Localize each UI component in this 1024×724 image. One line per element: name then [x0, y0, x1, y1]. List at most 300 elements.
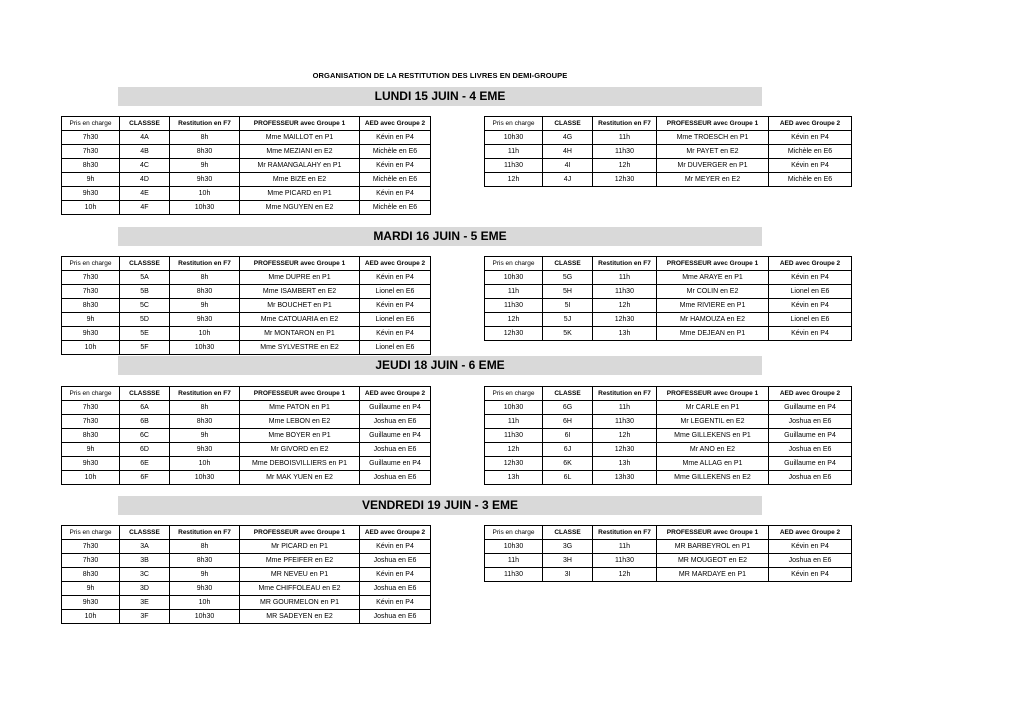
aed-cell: Kévin en P4 [360, 327, 431, 341]
aed-cell: Joshua en E6 [360, 443, 431, 457]
teacher-cell: Mme PICARD en P1 [240, 187, 360, 201]
time-taken-cell: 7h30 [62, 145, 120, 159]
time-taken-cell: 11h [485, 554, 543, 568]
column-header: AED avec Groupe 2 [360, 257, 431, 271]
time-taken-cell: 11h30 [485, 429, 543, 443]
time-taken-cell: 12h [485, 173, 543, 187]
table-row [62, 145, 431, 159]
time-taken-cell: 9h30 [62, 327, 120, 341]
return-time-cell: 9h30 [170, 443, 240, 457]
teacher-cell: Mme DEJEAN en P1 [657, 327, 769, 341]
class-cell: 5B [120, 285, 170, 299]
column-header: PROFESSEUR avec Groupe 1 [240, 526, 360, 540]
return-time-cell: 10h30 [170, 471, 240, 485]
time-taken-cell: 12h [485, 443, 543, 457]
class-cell: 4G [543, 131, 593, 145]
class-cell: 6E [120, 457, 170, 471]
teacher-cell: Mme ISAMBERT en E2 [240, 285, 360, 299]
return-time-cell: 12h30 [593, 313, 657, 327]
table-header-row [485, 117, 852, 131]
column-header: Pris en charge [62, 526, 120, 540]
schedule-table-tuesday-right [484, 256, 852, 341]
schedule-table-monday-left [61, 116, 431, 215]
table-header-row [62, 526, 431, 540]
return-time-cell: 11h [593, 540, 657, 554]
aed-cell: Guillaume en P4 [360, 457, 431, 471]
aed-cell: Kévin en P4 [360, 540, 431, 554]
table-row [62, 327, 431, 341]
class-cell: 6C [120, 429, 170, 443]
time-taken-cell: 7h30 [62, 554, 120, 568]
teacher-cell: Mr BOUCHET en P1 [240, 299, 360, 313]
aed-cell: Lionel en E6 [360, 313, 431, 327]
table-row [62, 299, 431, 313]
teacher-cell: Mr MEYER en E2 [657, 173, 769, 187]
class-cell: 4C [120, 159, 170, 173]
teacher-cell: Mme MEZIANI en E2 [240, 145, 360, 159]
aed-cell: Kévin en P4 [769, 299, 852, 313]
table-header-row [485, 257, 852, 271]
class-cell: 6H [543, 415, 593, 429]
teacher-cell: Mme DEBOISVILLIERS en P1 [240, 457, 360, 471]
table-row [62, 285, 431, 299]
return-time-cell: 8h [170, 271, 240, 285]
table-row [485, 457, 852, 471]
column-header: CLASSE [543, 257, 593, 271]
column-header: Pris en charge [485, 526, 543, 540]
teacher-cell: Mr PICARD en P1 [240, 540, 360, 554]
time-taken-cell: 9h30 [62, 457, 120, 471]
class-cell: 5J [543, 313, 593, 327]
time-taken-cell: 11h30 [485, 299, 543, 313]
teacher-cell: Mr CARLE en P1 [657, 401, 769, 415]
return-time-cell: 9h [170, 299, 240, 313]
schedule-table-thursday-right [484, 386, 852, 485]
return-time-cell: 9h [170, 429, 240, 443]
teacher-cell: Mme TROESCH en P1 [657, 131, 769, 145]
aed-cell: Joshua en E6 [360, 554, 431, 568]
aed-cell: Kévin en P4 [360, 271, 431, 285]
teacher-cell: Mme NGUYEN en E2 [240, 201, 360, 215]
teacher-cell: Mme MAILLOT en P1 [240, 131, 360, 145]
class-cell: 4D [120, 173, 170, 187]
aed-cell: Guillaume en P4 [360, 429, 431, 443]
class-cell: 5G [543, 271, 593, 285]
aed-cell: Joshua en E6 [769, 471, 852, 485]
column-header: Restitution en F7 [593, 257, 657, 271]
return-time-cell: 8h30 [170, 554, 240, 568]
return-time-cell: 10h30 [170, 610, 240, 624]
aed-cell: Michèle en E6 [360, 145, 431, 159]
column-header: AED avec Groupe 2 [360, 117, 431, 131]
table-row [62, 610, 431, 624]
return-time-cell: 10h [170, 327, 240, 341]
table-row [62, 159, 431, 173]
class-cell: 3G [543, 540, 593, 554]
class-cell: 3C [120, 568, 170, 582]
time-taken-cell: 11h [485, 285, 543, 299]
time-taken-cell: 9h30 [62, 187, 120, 201]
column-header: CLASSSE [120, 117, 170, 131]
class-cell: 3A [120, 540, 170, 554]
table-row [485, 568, 852, 582]
column-header: AED avec Groupe 2 [769, 117, 852, 131]
document-title: ORGANISATION DE LA RESTITUTION DES LIVRES EN DEMI-GROUPE [312, 71, 568, 80]
teacher-cell: Mr MAK YUEN en E2 [240, 471, 360, 485]
column-header: AED avec Groupe 2 [769, 257, 852, 271]
aed-cell: Michèle en E6 [769, 145, 852, 159]
return-time-cell: 8h30 [170, 415, 240, 429]
class-cell: 4I [543, 159, 593, 173]
return-time-cell: 9h30 [170, 313, 240, 327]
aed-cell: Kévin en P4 [360, 131, 431, 145]
class-cell: 3F [120, 610, 170, 624]
time-taken-cell: 10h30 [485, 401, 543, 415]
return-time-cell: 11h30 [593, 145, 657, 159]
class-cell: 4F [120, 201, 170, 215]
time-taken-cell: 13h [485, 471, 543, 485]
time-taken-cell: 7h30 [62, 271, 120, 285]
teacher-cell: Mme GILLEKENS en P1 [657, 429, 769, 443]
aed-cell: Michèle en E6 [769, 173, 852, 187]
return-time-cell: 9h [170, 568, 240, 582]
column-header: Restitution en F7 [593, 526, 657, 540]
teacher-cell: MR MOUGEOT en E2 [657, 554, 769, 568]
return-time-cell: 11h30 [593, 554, 657, 568]
return-time-cell: 13h [593, 457, 657, 471]
aed-cell: Joshua en E6 [360, 610, 431, 624]
class-cell: 6D [120, 443, 170, 457]
return-time-cell: 12h30 [593, 443, 657, 457]
column-header: Pris en charge [485, 117, 543, 131]
column-header: Restitution en F7 [170, 387, 240, 401]
return-time-cell: 10h [170, 457, 240, 471]
table-row [62, 201, 431, 215]
time-taken-cell: 8h30 [62, 429, 120, 443]
return-time-cell: 9h30 [170, 173, 240, 187]
time-taken-cell: 10h [62, 471, 120, 485]
table-row [485, 285, 852, 299]
table-row [485, 471, 852, 485]
column-header: PROFESSEUR avec Groupe 1 [657, 387, 769, 401]
teacher-cell: Mme SYLVESTRE en E2 [240, 341, 360, 355]
return-time-cell: 10h [170, 187, 240, 201]
table-row [485, 415, 852, 429]
teacher-cell: Mme ARAYE en P1 [657, 271, 769, 285]
aed-cell: Guillaume en P4 [360, 401, 431, 415]
table-row [485, 159, 852, 173]
class-cell: 6K [543, 457, 593, 471]
table-row [485, 173, 852, 187]
teacher-cell: Mr LEGENTIL en E2 [657, 415, 769, 429]
class-cell: 5A [120, 271, 170, 285]
table-row [62, 341, 431, 355]
aed-cell: Kévin en P4 [360, 299, 431, 313]
time-taken-cell: 11h [485, 145, 543, 159]
schedule-table-friday-right [484, 525, 852, 582]
teacher-cell: MR GOURMELON en P1 [240, 596, 360, 610]
teacher-cell: Mr GIVORD en E2 [240, 443, 360, 457]
class-cell: 6A [120, 401, 170, 415]
teacher-cell: Mme ALLAG en P1 [657, 457, 769, 471]
schedule-table-monday-right [484, 116, 852, 187]
table-row [485, 401, 852, 415]
column-header: AED avec Groupe 2 [769, 387, 852, 401]
return-time-cell: 8h30 [170, 285, 240, 299]
class-cell: 6I [543, 429, 593, 443]
column-header: CLASSSE [120, 526, 170, 540]
aed-cell: Joshua en E6 [360, 471, 431, 485]
table-row [62, 271, 431, 285]
aed-cell: Guillaume en P4 [769, 401, 852, 415]
time-taken-cell: 10h30 [485, 131, 543, 145]
teacher-cell: Mr PAYET en E2 [657, 145, 769, 159]
column-header: AED avec Groupe 2 [769, 526, 852, 540]
class-cell: 4E [120, 187, 170, 201]
time-taken-cell: 7h30 [62, 401, 120, 415]
teacher-cell: Mme DUPRE en P1 [240, 271, 360, 285]
return-time-cell: 8h30 [170, 145, 240, 159]
aed-cell: Lionel en E6 [769, 285, 852, 299]
aed-cell: Michèle en E6 [360, 201, 431, 215]
aed-cell: Lionel en E6 [360, 341, 431, 355]
table-row [62, 415, 431, 429]
column-header: AED avec Groupe 2 [360, 526, 431, 540]
table-row [62, 173, 431, 187]
class-cell: 6J [543, 443, 593, 457]
return-time-cell: 12h [593, 299, 657, 313]
class-cell: 4H [543, 145, 593, 159]
class-cell: 6B [120, 415, 170, 429]
time-taken-cell: 9h [62, 582, 120, 596]
return-time-cell: 10h30 [170, 201, 240, 215]
aed-cell: Joshua en E6 [360, 582, 431, 596]
column-header: Pris en charge [62, 257, 120, 271]
return-time-cell: 8h [170, 401, 240, 415]
table-row [485, 271, 852, 285]
column-header: CLASSE [543, 387, 593, 401]
time-taken-cell: 11h [485, 415, 543, 429]
table-header-row [62, 387, 431, 401]
teacher-cell: Mr HAMOUZA en E2 [657, 313, 769, 327]
class-cell: 3D [120, 582, 170, 596]
aed-cell: Lionel en E6 [769, 313, 852, 327]
return-time-cell: 12h [593, 568, 657, 582]
column-header: PROFESSEUR avec Groupe 1 [657, 257, 769, 271]
table-row [62, 471, 431, 485]
column-header: PROFESSEUR avec Groupe 1 [240, 257, 360, 271]
column-header: PROFESSEUR avec Groupe 1 [240, 117, 360, 131]
aed-cell: Kévin en P4 [769, 540, 852, 554]
teacher-cell: Mme LEBON en E2 [240, 415, 360, 429]
aed-cell: Kévin en P4 [769, 271, 852, 285]
class-cell: 5E [120, 327, 170, 341]
aed-cell: Joshua en E6 [769, 554, 852, 568]
column-header: PROFESSEUR avec Groupe 1 [240, 387, 360, 401]
aed-cell: Kévin en P4 [360, 568, 431, 582]
time-taken-cell: 8h30 [62, 159, 120, 173]
teacher-cell: Mme PFEIFER en E2 [240, 554, 360, 568]
table-row [62, 187, 431, 201]
aed-cell: Guillaume en P4 [769, 429, 852, 443]
class-cell: 5D [120, 313, 170, 327]
teacher-cell: Mme BIZE en E2 [240, 173, 360, 187]
table-row [62, 596, 431, 610]
time-taken-cell: 12h30 [485, 327, 543, 341]
return-time-cell: 12h30 [593, 173, 657, 187]
return-time-cell: 12h [593, 429, 657, 443]
table-row [62, 131, 431, 145]
class-cell: 5I [543, 299, 593, 313]
teacher-cell: Mme RIVIERE en P1 [657, 299, 769, 313]
time-taken-cell: 10h30 [485, 271, 543, 285]
day-header-tuesday: MARDI 16 JUIN - 5 EME [118, 227, 762, 246]
return-time-cell: 8h [170, 540, 240, 554]
class-cell: 5F [120, 341, 170, 355]
column-header: PROFESSEUR avec Groupe 1 [657, 526, 769, 540]
table-row [485, 554, 852, 568]
teacher-cell: Mme CATOUARIA en E2 [240, 313, 360, 327]
aed-cell: Guillaume en P4 [769, 457, 852, 471]
return-time-cell: 13h30 [593, 471, 657, 485]
class-cell: 5H [543, 285, 593, 299]
time-taken-cell: 10h [62, 610, 120, 624]
teacher-cell: MR MARDAYE en P1 [657, 568, 769, 582]
aed-cell: Michèle en E6 [360, 173, 431, 187]
time-taken-cell: 11h30 [485, 568, 543, 582]
table-row [62, 540, 431, 554]
return-time-cell: 11h [593, 131, 657, 145]
class-cell: 5C [120, 299, 170, 313]
column-header: CLASSSE [120, 387, 170, 401]
time-taken-cell: 11h30 [485, 159, 543, 173]
column-header: AED avec Groupe 2 [360, 387, 431, 401]
aed-cell: Joshua en E6 [769, 443, 852, 457]
aed-cell: Kévin en P4 [360, 596, 431, 610]
time-taken-cell: 9h30 [62, 596, 120, 610]
table-header-row [485, 526, 852, 540]
table-row [62, 443, 431, 457]
time-taken-cell: 8h30 [62, 299, 120, 313]
aed-cell: Joshua en E6 [769, 415, 852, 429]
table-row [62, 554, 431, 568]
schedule-table-friday-left [61, 525, 431, 624]
table-header-row [485, 387, 852, 401]
class-cell: 4B [120, 145, 170, 159]
teacher-cell: Mr RAMANGALAHY en P1 [240, 159, 360, 173]
schedule-table-thursday-left [61, 386, 431, 485]
table-row [62, 429, 431, 443]
class-cell: 6F [120, 471, 170, 485]
table-row [485, 429, 852, 443]
column-header: Pris en charge [485, 387, 543, 401]
table-row [485, 443, 852, 457]
day-header-monday: LUNDI 15 JUIN - 4 EME [118, 87, 762, 106]
aed-cell: Kévin en P4 [360, 187, 431, 201]
class-cell: 3I [543, 568, 593, 582]
aed-cell: Lionel en E6 [360, 285, 431, 299]
table-header-row [62, 257, 431, 271]
aed-cell: Joshua en E6 [360, 415, 431, 429]
column-header: PROFESSEUR avec Groupe 1 [657, 117, 769, 131]
teacher-cell: Mr ANO en E2 [657, 443, 769, 457]
class-cell: 4J [543, 173, 593, 187]
return-time-cell: 11h30 [593, 415, 657, 429]
teacher-cell: MR BARBEYROL en P1 [657, 540, 769, 554]
teacher-cell: Mme PATON en P1 [240, 401, 360, 415]
teacher-cell: Mr COLIN en E2 [657, 285, 769, 299]
time-taken-cell: 12h30 [485, 457, 543, 471]
time-taken-cell: 7h30 [62, 131, 120, 145]
day-header-friday: VENDREDI 19 JUIN - 3 EME [118, 496, 762, 515]
return-time-cell: 13h [593, 327, 657, 341]
return-time-cell: 9h30 [170, 582, 240, 596]
day-header-thursday: JEUDI 18 JUIN - 6 EME [118, 356, 762, 375]
column-header: Pris en charge [485, 257, 543, 271]
column-header: Restitution en F7 [593, 387, 657, 401]
aed-cell: Kévin en P4 [769, 568, 852, 582]
table-row [485, 299, 852, 313]
teacher-cell: Mme GILLEKENS en E2 [657, 471, 769, 485]
aed-cell: Kévin en P4 [769, 159, 852, 173]
column-header: Pris en charge [62, 117, 120, 131]
time-taken-cell: 9h [62, 313, 120, 327]
time-taken-cell: 7h30 [62, 285, 120, 299]
teacher-cell: MR SADEYEN en E2 [240, 610, 360, 624]
column-header: CLASSE [543, 526, 593, 540]
column-header: Pris en charge [62, 387, 120, 401]
column-header: Restitution en F7 [170, 526, 240, 540]
teacher-cell: Mme CHIFFOLEAU en E2 [240, 582, 360, 596]
schedule-table-tuesday-left [61, 256, 431, 355]
column-header: CLASSE [543, 117, 593, 131]
table-row [485, 131, 852, 145]
class-cell: 6L [543, 471, 593, 485]
teacher-cell: Mr MONTARON en P1 [240, 327, 360, 341]
table-row [62, 313, 431, 327]
table-row [485, 327, 852, 341]
column-header: Restitution en F7 [170, 257, 240, 271]
time-taken-cell: 7h30 [62, 540, 120, 554]
column-header: Restitution en F7 [593, 117, 657, 131]
teacher-cell: Mme BOYER en P1 [240, 429, 360, 443]
aed-cell: Kévin en P4 [360, 159, 431, 173]
return-time-cell: 10h [170, 596, 240, 610]
class-cell: 3B [120, 554, 170, 568]
return-time-cell: 11h30 [593, 285, 657, 299]
return-time-cell: 11h [593, 271, 657, 285]
time-taken-cell: 7h30 [62, 415, 120, 429]
column-header: Restitution en F7 [170, 117, 240, 131]
class-cell: 5K [543, 327, 593, 341]
time-taken-cell: 9h [62, 443, 120, 457]
teacher-cell: Mr DUVERGER en P1 [657, 159, 769, 173]
aed-cell: Kévin en P4 [769, 327, 852, 341]
table-row [62, 582, 431, 596]
class-cell: 6G [543, 401, 593, 415]
teacher-cell: MR NEVEU en P1 [240, 568, 360, 582]
table-row [485, 145, 852, 159]
time-taken-cell: 10h [62, 341, 120, 355]
class-cell: 4A [120, 131, 170, 145]
table-row [485, 313, 852, 327]
time-taken-cell: 8h30 [62, 568, 120, 582]
return-time-cell: 10h30 [170, 341, 240, 355]
time-taken-cell: 9h [62, 173, 120, 187]
table-row [62, 568, 431, 582]
time-taken-cell: 12h [485, 313, 543, 327]
time-taken-cell: 10h [62, 201, 120, 215]
